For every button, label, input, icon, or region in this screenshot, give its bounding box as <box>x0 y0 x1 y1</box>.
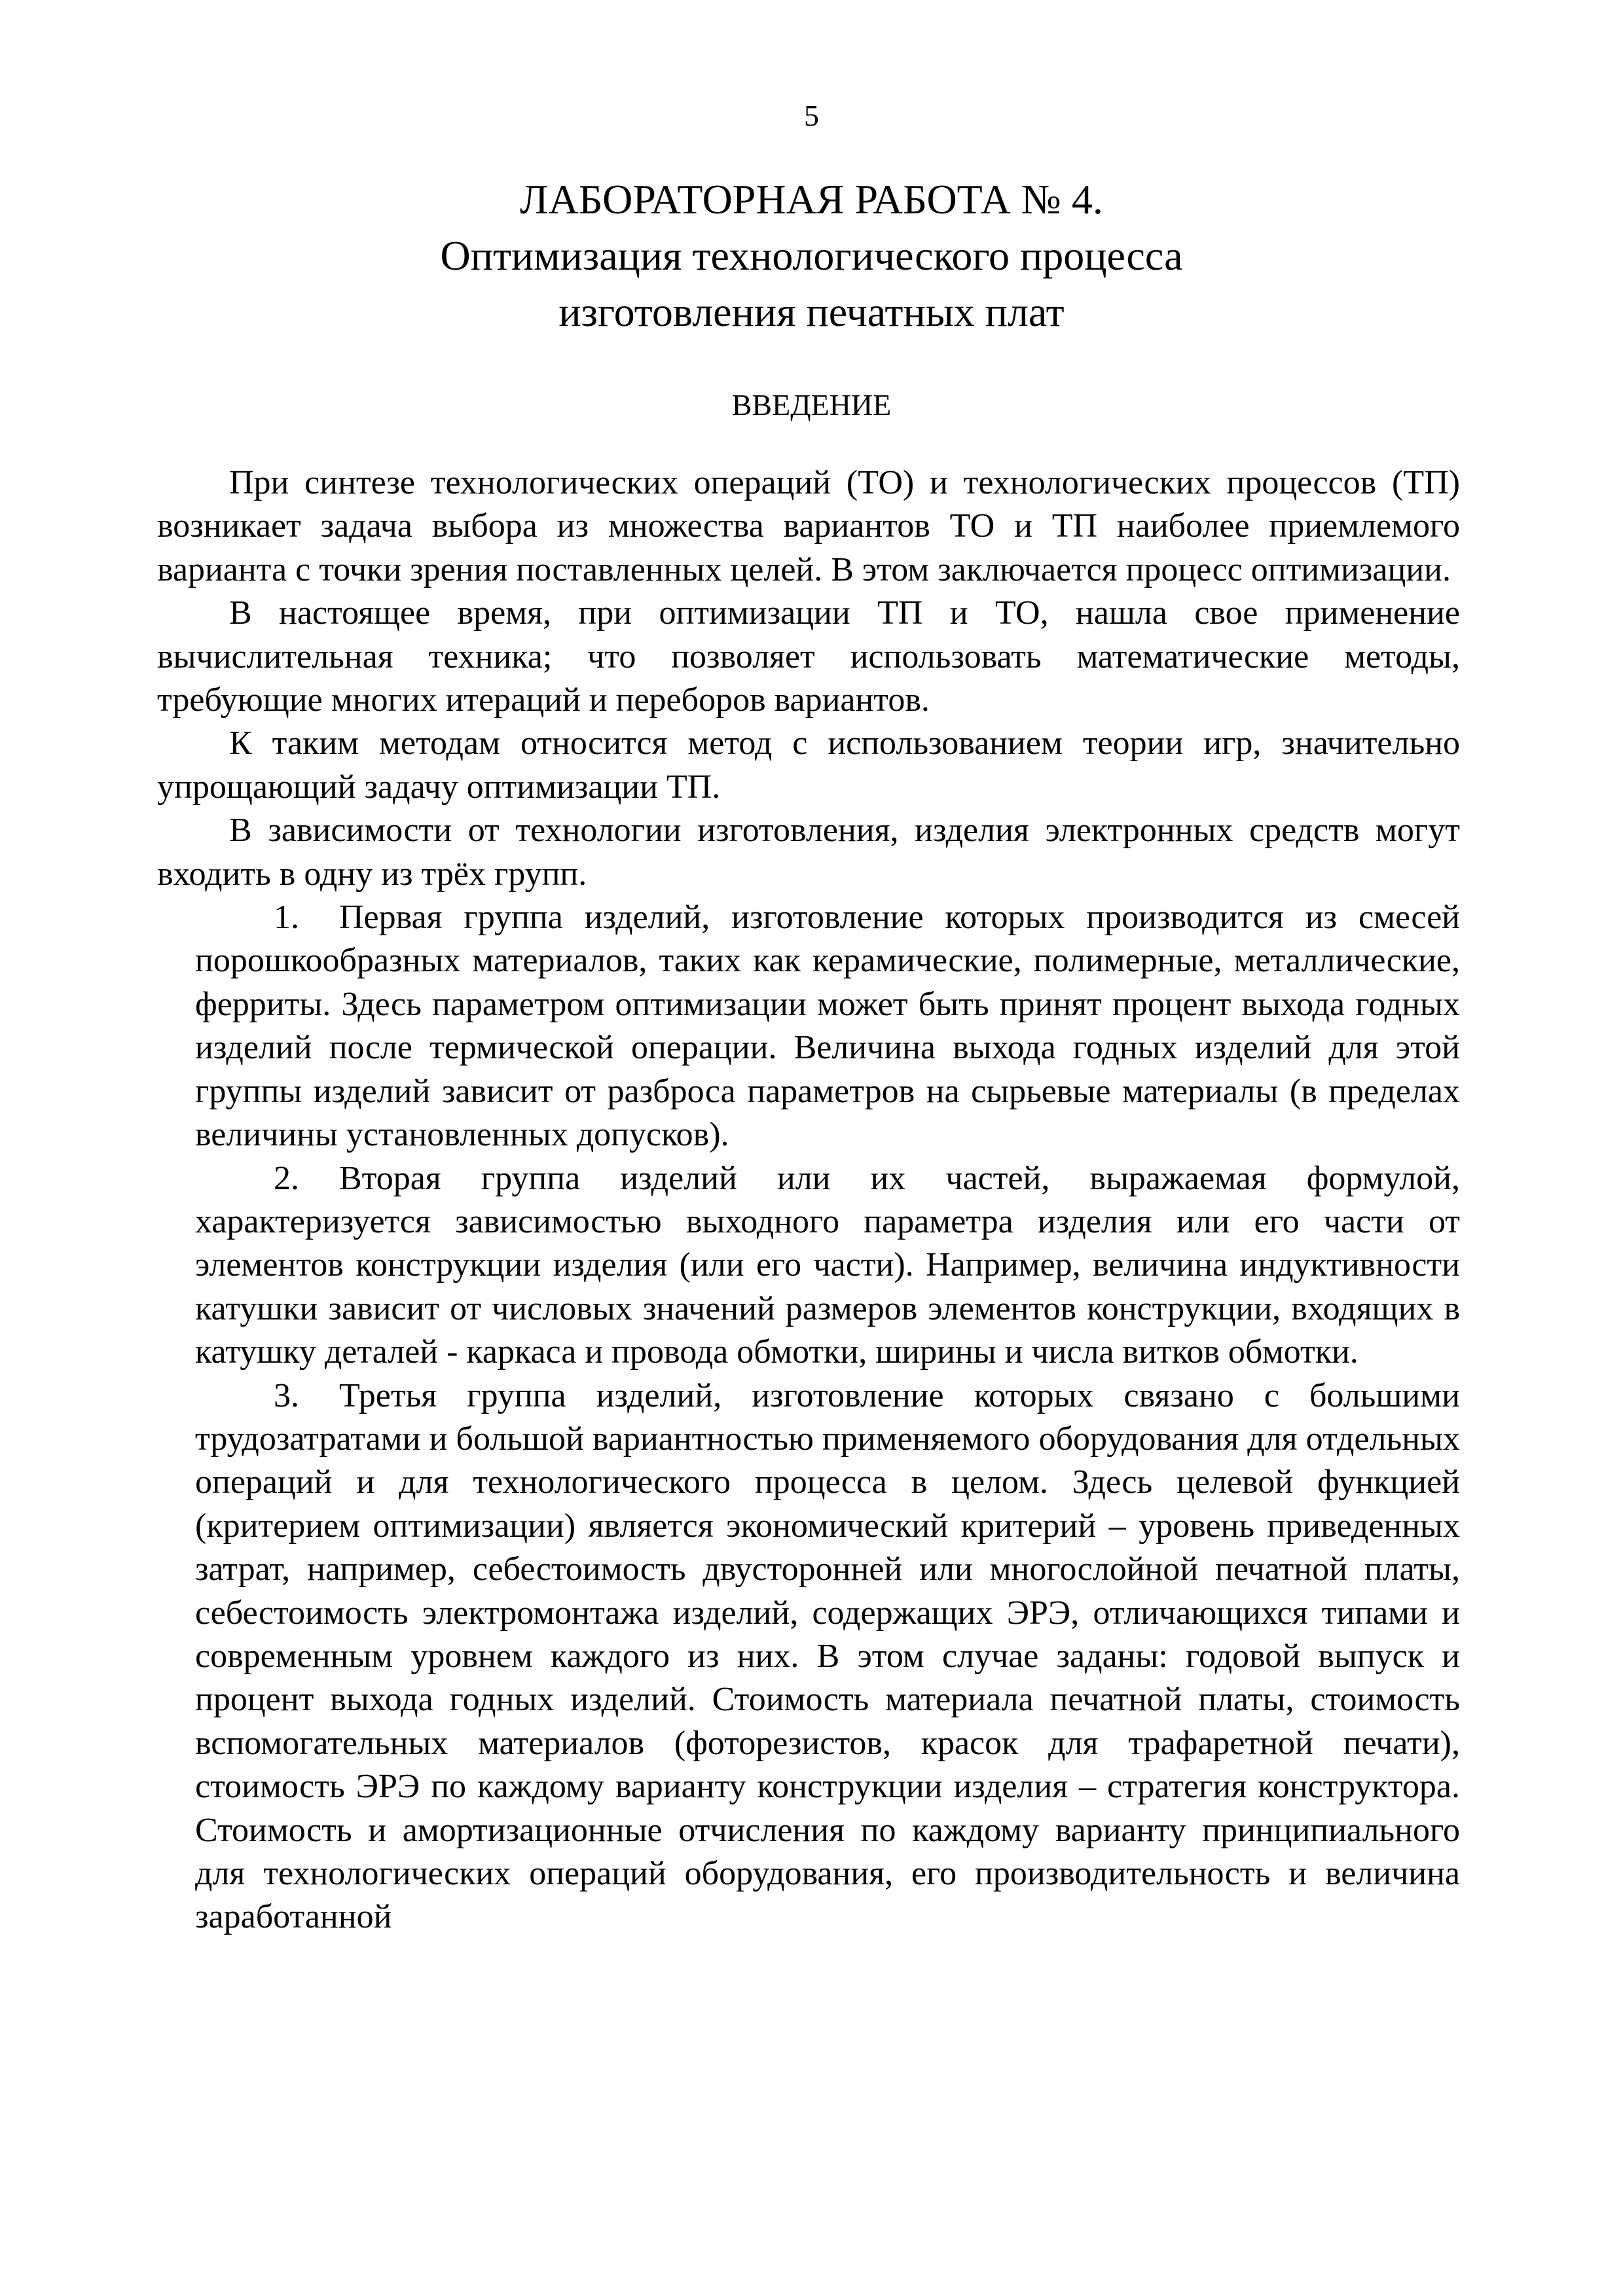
title-line-3: изготовления печатных плат <box>558 289 1065 335</box>
title-line-2: Оптимизация технологического процесса <box>440 232 1183 279</box>
list-item-text: Вторая группа изделий или их частей, выражаемая формулой, характеризуется зависимостью выходного параметра изделия или его части от элементов конструкции изделия (или его части). Например, величина индуктивности катушки зависит от числовых значений размеров элементов конструкции, входящих в катушку деталей - каркаса и провода обмотки, ширины и числа витков обмотки. <box>195 1159 1460 1371</box>
title-line-1: ЛАБОРАТОРНАЯ РАБОТА № 4. <box>520 176 1103 223</box>
paragraph-intro: При синтезе технологических операций (ТО) и технологических процессов (ТП) возникает задача выбора из множества вариантов ТО и ТП наиболее приемлемого варианта с точки зрения поставленных целей. В этом заключается процесс оптимизации. <box>157 464 1460 588</box>
list-item-number: 3. <box>274 1376 299 1414</box>
lab-title <box>0 171 1623 340</box>
list-item-text: Третья группа изделий, изготовление которых связано с большими трудозатратами и большой вариантностью применяемого оборудования для отдельных операций и для технологического процесса в целом. Здесь целевой функцией (критерием оптимизации) является экономический критерий – уровень приведенных затрат, например, себестоимость двусторонней или многослойной печатной платы, себестоимость электромонтажа изделий, содержащих ЭРЭ, отличающихся типами и современным уровнем каждого из них. В этом случае заданы: годовой выпуск и процент выхода годных изделий. Стоимость материала печатной платы, стоимость вспомогательных материалов (фоторезистов, красок для трафаретной печати), стоимость ЭРЭ по каждому варианту конструкции изделия – стратегия конструктора. Стоимость и амортизационные отчисления по каждому варианту принципиального для технологических операций оборудования, его производительность и величина заработанной <box>195 1376 1460 1936</box>
section-heading: ВВЕДЕНИЕ <box>731 388 892 422</box>
paragraph-computing: В настоящее время, при оптимизации ТП и ТО, нашла свое применение вычислительная техника; что позволяет использовать математические методы, требующие многих итераций и переборов вариантов. <box>157 594 1460 719</box>
list-item <box>195 1374 1460 1939</box>
list-item-text: Первая группа изделий, изготовление которых производится из смесей порошкообразных материалов, таких как керамические, полимерные, металлические, ферриты. Здесь параметром оптимизации может быть принят процент выхода годных изделий после термической операции. Величина выхода годных изделий для этой группы изделий зависит от разброса параметров на сырьевые материалы (в пределах величины установленных допусков). <box>195 899 1460 1154</box>
list-item-number: 2. <box>274 1159 299 1197</box>
paragraph-game-theory: К таким методам относится метод с использованием теории игр, значительно упрощающий задачу оптимизации ТП. <box>157 725 1460 806</box>
paragraph-groups: В зависимости от технологии изготовления, изделия электронных средств могут входить в одну из трёх групп. <box>157 812 1460 893</box>
list-item <box>195 896 1460 1157</box>
body-text <box>157 461 1460 1939</box>
page-number: 5 <box>804 99 819 132</box>
list-item-number: 1. <box>274 899 299 937</box>
list-item <box>195 1157 1460 1374</box>
